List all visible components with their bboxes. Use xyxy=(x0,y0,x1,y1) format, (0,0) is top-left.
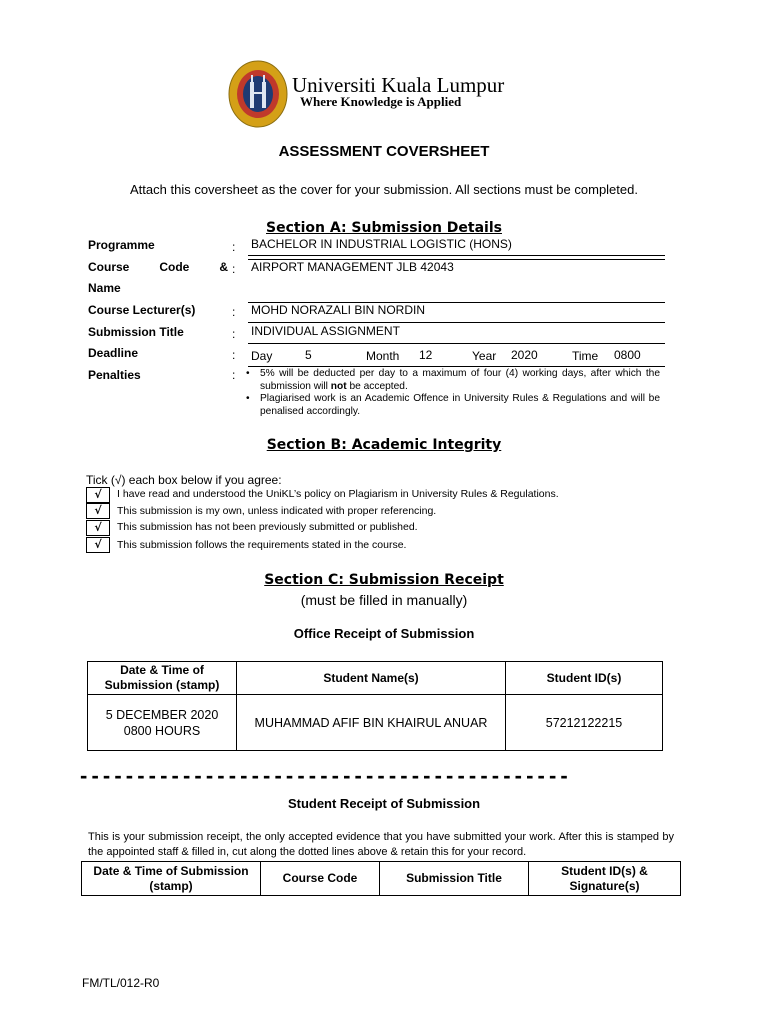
field-underline xyxy=(248,343,665,344)
agreement-checkbox[interactable]: √ xyxy=(86,487,110,503)
deadline-label: Deadline xyxy=(88,346,139,360)
agreement-checkbox[interactable]: √ xyxy=(86,537,110,553)
tick-instruction: Tick (√) each box below if you agree: xyxy=(86,473,282,487)
student-receipt-table xyxy=(81,861,681,896)
penalty-item: • Plagiarised work is an Academic Offence in University Rules & Regulations and will be penalised accordingly. xyxy=(244,393,660,418)
form-code: FM/TL/012-R0 xyxy=(82,976,160,990)
field-underline xyxy=(248,366,665,367)
penalty-text: 5% will be deducted per day to a maximum of four (4) working days, after which the submission will xyxy=(260,368,660,392)
submission-title-value[interactable]: INDIVIDUAL ASSIGNMENT xyxy=(251,324,400,338)
agreement-text: This submission follows the requirements stated in the course. xyxy=(117,539,407,551)
section-c-heading: Section C: Submission Receipt xyxy=(264,572,504,588)
penalty-text: be accepted. xyxy=(346,380,408,392)
course-label-word: Course xyxy=(88,260,130,274)
colon: : xyxy=(232,348,236,362)
deadline-month-label: Month xyxy=(366,349,400,363)
submission-date: 5 DECEMBER 2020 xyxy=(105,707,219,722)
colon: : xyxy=(232,240,236,254)
programme-label: Programme xyxy=(88,238,155,252)
university-tagline: Where Knowledge is Applied xyxy=(300,94,462,109)
section-a-heading: Section A: Submission Details xyxy=(266,220,502,236)
student-receipt-note: This is your submission receipt, the only accepted evidence that you have submitted your work. After this is stamped by the appointed staff & filled in, cut along the dotted lines above & retain this for your record. xyxy=(88,831,674,858)
lecturer-label: Course Lecturer(s) xyxy=(88,303,196,317)
column-header: Course Code xyxy=(261,862,380,896)
colon: : xyxy=(232,327,236,341)
column-header: Student Name(s) xyxy=(237,662,506,695)
submission-title-label: Submission Title xyxy=(88,325,184,339)
office-receipt-title: Office Receipt of Submission xyxy=(293,626,475,641)
table-row xyxy=(88,695,663,751)
course-label-name: Name xyxy=(88,281,121,295)
column-header: Student ID(s) xyxy=(506,662,663,695)
deadline-time-label: Time xyxy=(572,349,599,363)
penalties-label: Penalties xyxy=(88,368,141,382)
submission-datetime-cell[interactable] xyxy=(88,695,237,751)
section-b-heading: Section B: Academic Integrity xyxy=(266,437,502,453)
agreement-text: This submission is my own, unless indicated with proper referencing. xyxy=(117,505,437,517)
course-label-word: Code xyxy=(159,260,190,274)
deadline-year-label: Year xyxy=(472,349,497,363)
unikl-logo xyxy=(228,60,288,128)
document-title: ASSESSMENT COVERSHEET xyxy=(278,143,490,160)
agreement-text: I have read and understood the UniKL’s policy on Plagiarism in University Rules & Regulations. xyxy=(117,488,559,500)
table-header-row xyxy=(88,662,663,695)
deadline-day-label: Day xyxy=(251,349,273,363)
agreement-checkbox[interactable]: √ xyxy=(86,520,110,536)
student-receipt-title: Student Receipt of Submission xyxy=(287,796,481,811)
penalty-text-bold: not xyxy=(330,380,347,392)
agreement-checkbox[interactable]: √ xyxy=(86,503,110,519)
penalties-list xyxy=(244,368,660,418)
deadline-day-value[interactable]: 5 xyxy=(305,348,312,362)
course-label xyxy=(88,260,228,274)
penalty-item xyxy=(244,368,660,393)
agreement-text: This submission has not been previously submitted or published. xyxy=(117,521,418,533)
programme-value[interactable]: BACHELOR IN INDUSTRIAL LOGISTIC (HONS) xyxy=(251,237,512,251)
column-header: Submission Title xyxy=(380,862,529,896)
lecturer-value[interactable]: MOHD NORAZALI BIN NORDIN xyxy=(251,303,426,317)
table-header-row xyxy=(82,862,681,896)
field-underline xyxy=(248,322,665,323)
column-header: Date & Time of Submission (stamp) xyxy=(88,662,237,695)
cut-line: - - - - - - - - - - - - - - - - - - - - - - - - - - - - - - - - - - - - - - - - - - - xyxy=(80,768,567,784)
instruction-text: Attach this coversheet as the cover for your submission. All sections must be completed. xyxy=(130,182,638,197)
section-c-subheading: (must be filled in manually) xyxy=(300,592,468,608)
deadline-month-value[interactable]: 12 xyxy=(419,348,433,362)
column-header: Date & Time of Submission (stamp) xyxy=(82,862,261,896)
course-value[interactable]: AIRPORT MANAGEMENT JLB 42043 xyxy=(251,260,454,274)
field-underline xyxy=(248,255,665,256)
column-header: Student ID(s) & Signature(s) xyxy=(529,862,681,896)
field-overline xyxy=(248,259,665,260)
office-receipt-table xyxy=(87,661,663,751)
student-id-cell[interactable]: 57212122215 xyxy=(506,695,663,751)
colon: : xyxy=(232,262,236,276)
deadline-time-value[interactable]: 0800 xyxy=(614,348,641,362)
course-label-word: & xyxy=(219,260,228,274)
deadline-year-value[interactable]: 2020 xyxy=(511,348,538,362)
university-name: Universiti Kuala Lumpur xyxy=(292,73,505,97)
colon: : xyxy=(232,368,236,382)
student-name-cell[interactable]: MUHAMMAD AFIF BIN KHAIRUL ANUAR xyxy=(237,695,506,751)
submission-time: 0800 HOURS xyxy=(123,723,201,738)
colon: : xyxy=(232,305,236,319)
